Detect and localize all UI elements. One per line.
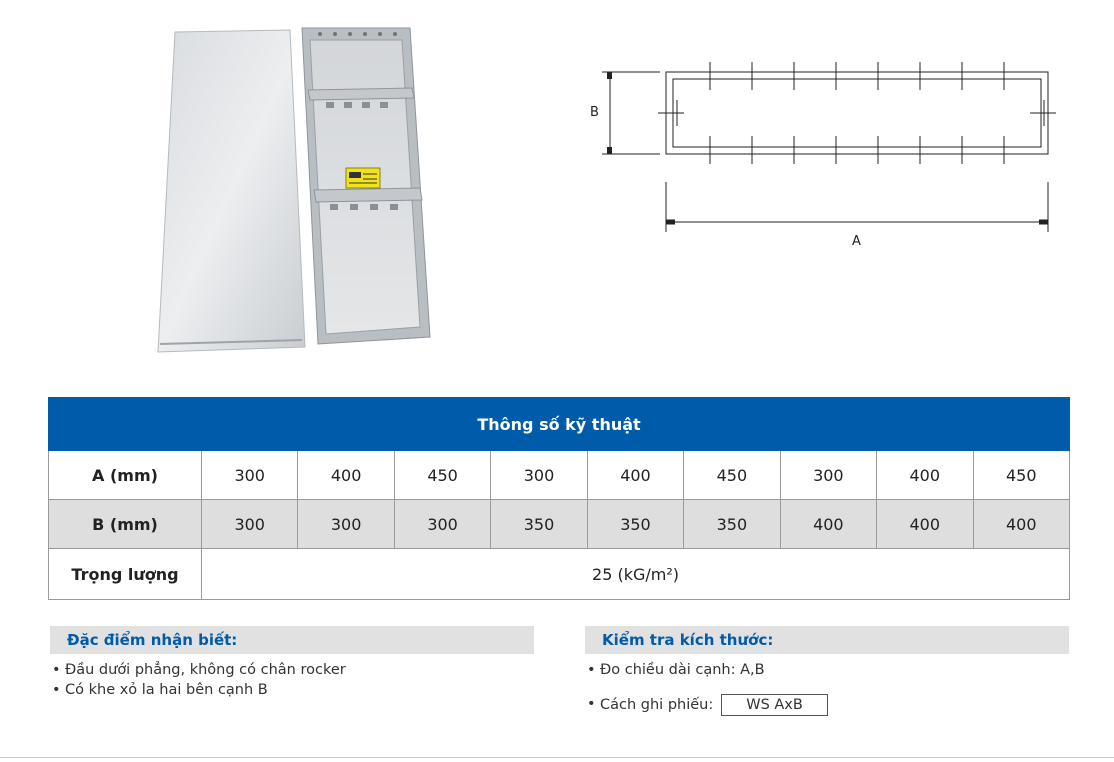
size-check-section (585, 626, 1069, 716)
list-item: • Đo chiều dài cạnh: A,B (585, 660, 1069, 680)
dimension-diagram (580, 60, 1070, 260)
row-b-label: B (mm) (49, 500, 202, 549)
diagram-label-b: B (590, 105, 599, 120)
row-a-label: A (mm) (49, 451, 202, 500)
list-item (585, 694, 1069, 716)
bottom-divider (0, 757, 1114, 758)
weight-value: 25 (kG/m²) (202, 549, 1070, 600)
table-cell: 300 (394, 500, 490, 549)
product-photo (140, 22, 450, 357)
table-cell: 400 (298, 451, 394, 500)
features-list (50, 660, 534, 700)
table-cell: 350 (684, 500, 780, 549)
table-cell: 450 (973, 451, 1070, 500)
table-cell: 400 (877, 500, 973, 549)
spec-table-title: Thông số kỹ thuật (49, 398, 1070, 451)
list-item: • Đầu dưới phẳng, không có chân rocker (50, 660, 534, 680)
table-cell: 300 (780, 451, 876, 500)
record-code-box: WS AxB (721, 694, 828, 716)
table-cell: 400 (973, 500, 1070, 549)
table-cell: 450 (684, 451, 780, 500)
table-cell: 300 (298, 500, 394, 549)
table-cell: 300 (491, 451, 587, 500)
spec-table (48, 397, 1070, 600)
table-cell: 300 (202, 451, 298, 500)
features-title: Đặc điểm nhận biết: (50, 626, 534, 654)
table-row-a (49, 451, 1070, 500)
table-cell: 350 (587, 500, 683, 549)
table-cell: 450 (394, 451, 490, 500)
table-cell: 400 (877, 451, 973, 500)
record-label: Cách ghi phiếu: (600, 697, 714, 713)
table-row-weight (49, 549, 1070, 600)
size-check-list (585, 660, 1069, 716)
diagram-label-a: A (852, 234, 861, 249)
weight-label: Trọng lượng (49, 549, 202, 600)
features-section (50, 626, 534, 700)
table-cell: 350 (491, 500, 587, 549)
table-row-b (49, 500, 1070, 549)
size-check-title: Kiểm tra kích thước: (585, 626, 1069, 654)
table-cell: 300 (202, 500, 298, 549)
table-cell: 400 (780, 500, 876, 549)
list-item: • Có khe xỏ la hai bên cạnh B (50, 680, 534, 700)
table-cell: 400 (587, 451, 683, 500)
